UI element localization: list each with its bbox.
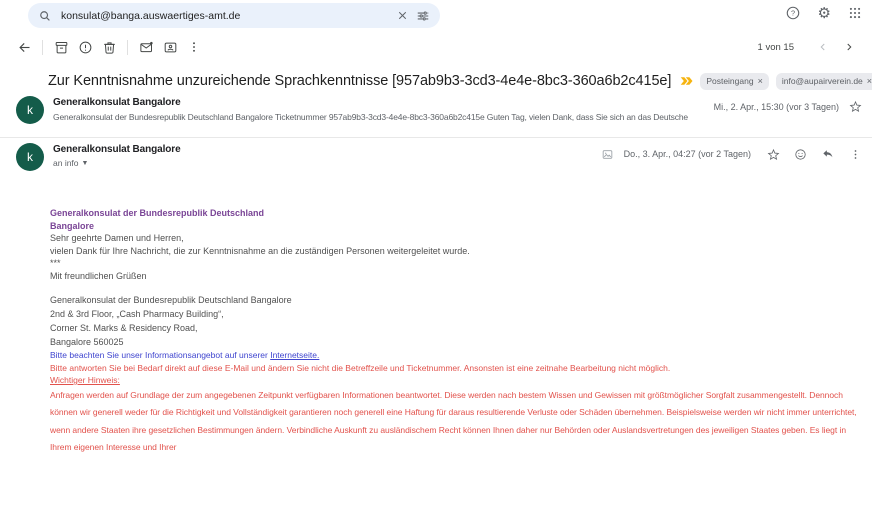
subject-row <box>48 66 872 96</box>
reply-warning-text: Bitte antworten Sie bei Bedarf direkt auf diese E-Mail und ändern Sie nicht die Betreffzeile und Ticketnummer. Ansonsten ist eine zeitnahe Bearbeitung nicht möglich. <box>50 362 671 373</box>
email-snippet: Generalkonsulat der Bundesrepublik Deutschland Bangalore Ticketnummer 957ab9b3-3cd3-4e4e-8bc3-360a6b2c415e Guten Tag, vielen Dank, dass Sie sich an das Deutsche <box>53 112 689 122</box>
search-bar[interactable] <box>28 3 440 28</box>
archive-icon[interactable] <box>49 35 73 59</box>
more-options-icon[interactable] <box>849 148 862 161</box>
svg-text:?: ? <box>790 8 795 18</box>
email-date: Do., 3. Apr., 04:27 (vor 2 Tagen) <box>623 149 751 159</box>
toolbar-separator <box>42 40 43 55</box>
chevron-down-icon: ▼ <box>81 159 89 167</box>
signature-line: 2nd & 3rd Floor, „Cash Pharmacy Building“, <box>50 309 224 319</box>
toolbar-separator <box>127 40 128 55</box>
move-to-icon[interactable] <box>158 35 182 59</box>
signature-block <box>50 293 862 349</box>
label-chip-aupairverein[interactable] <box>776 73 872 90</box>
help-icon[interactable] <box>785 5 801 21</box>
org-name-line2: Bangalore <box>50 220 95 231</box>
expanded-email-main <box>53 143 601 168</box>
signature-line: Corner St. Marks & Residency Road, <box>50 323 198 333</box>
separator-text: *** <box>50 258 61 268</box>
top-right-actions <box>785 5 862 21</box>
expanded-email-meta <box>601 143 872 161</box>
pagination-count: 1 von 15 <box>757 41 794 53</box>
collapsed-email-meta <box>714 96 872 113</box>
clear-search-icon[interactable] <box>396 9 409 22</box>
search-icon[interactable] <box>38 9 52 23</box>
settings-gear-icon[interactable]: ⚙ <box>817 4 831 22</box>
remove-label-icon[interactable]: × <box>757 76 763 86</box>
closing-text: Mit freundlichen Grüßen <box>50 270 147 281</box>
back-icon[interactable] <box>12 35 36 59</box>
label-chip-posteingang[interactable] <box>700 73 769 90</box>
star-icon[interactable] <box>849 100 862 113</box>
emoji-reaction-icon[interactable] <box>794 148 807 161</box>
report-spam-icon[interactable] <box>73 35 97 59</box>
info-prefix-text: Bitte beachten Sie unser Informationsangebot auf unserer <box>50 350 271 360</box>
message-text: vielen Dank für Ihre Nachricht, die zur Kenntnisnahme an die zuständigen Personen weitergeleitet wurde. <box>50 245 470 256</box>
newer-conversation-icon[interactable] <box>812 36 834 58</box>
delete-icon[interactable] <box>97 35 121 59</box>
more-options-icon[interactable] <box>182 35 206 59</box>
email-subject: Zur Kenntnisnahme unzureichende Sprachkenntnisse [957ab9b3-3cd3-4e4e-8bc3-360a6b2c415e] <box>48 73 672 89</box>
recipient-text: an info <box>53 158 79 168</box>
signature-line: Bangalore 560025 <box>50 337 124 347</box>
label-chip-text: Posteingang <box>706 76 754 86</box>
label-chip-text: info@aupairverein.de <box>781 76 863 86</box>
top-bar <box>0 0 872 32</box>
greeting-text: Sehr geehrte Damen und Herren, <box>50 233 184 243</box>
sender-name: Generalkonsulat Bangalore <box>53 97 181 108</box>
apps-grid-icon[interactable] <box>848 6 862 20</box>
reply-icon[interactable] <box>821 147 835 161</box>
sender-avatar[interactable]: k <box>16 143 44 171</box>
collapsed-email-row[interactable] <box>0 96 872 136</box>
info-line <box>50 349 862 362</box>
sender-name: Generalkonsulat Bangalore <box>53 144 181 155</box>
search-input[interactable] <box>59 9 389 23</box>
notice-title-text: Wichtiger Hinweis: <box>50 375 120 385</box>
thread-toolbar <box>0 34 872 60</box>
image-icon <box>601 148 614 161</box>
email-body <box>50 207 862 507</box>
collapsed-email-main <box>53 96 714 122</box>
notice-body-text: Anfragen werden auf Grundlage der zum angegebenen Zeitpunkt verfügbaren Informationen beantwortet. Diese werden nach bestem Wissen und Gewissen mit größtmöglicher Sorgfalt zusammengestellt. Dennoch können wir generell weder für die Richtigkeit und Vollständigkeit garantieren noch generell eine Haftung für daraus resultierende Verluste oder Schäden übernehmen. Beispielsweise werden wir nicht immer unterrichtet, wenn andere Staaten ihre gesetzlichen Bestimmungen ändern. Verbindliche Auskunft zu ausländischem Recht können Ihnen daher nur Behörden oder Auslandsvertretungen des jeweiligen Staates geben. Es liegt in Ihrem eigenen Interesse und Ihrer <box>50 389 857 452</box>
signature-line: Generalkonsulat der Bundesrepublik Deutschland Bangalore <box>50 295 292 305</box>
internetseite-link[interactable]: Internetseite. <box>270 350 320 360</box>
remove-label-icon[interactable]: × <box>866 76 872 86</box>
importance-marker-icon[interactable] <box>680 76 693 86</box>
expanded-email-header <box>0 143 872 185</box>
mark-unread-icon[interactable] <box>134 35 158 59</box>
thread-pagination <box>758 36 872 58</box>
email-divider <box>0 137 872 138</box>
email-date: Mi., 2. Apr., 15:30 (vor 3 Tagen) <box>713 101 839 112</box>
older-conversation-icon[interactable] <box>838 36 860 58</box>
star-icon[interactable] <box>767 148 780 161</box>
sender-avatar[interactable]: k <box>16 96 44 124</box>
recipient-dropdown[interactable] <box>53 158 601 168</box>
search-options-icon[interactable] <box>416 9 430 23</box>
org-name-line1: Generalkonsulat der Bundesrepublik Deutschland <box>50 208 265 218</box>
